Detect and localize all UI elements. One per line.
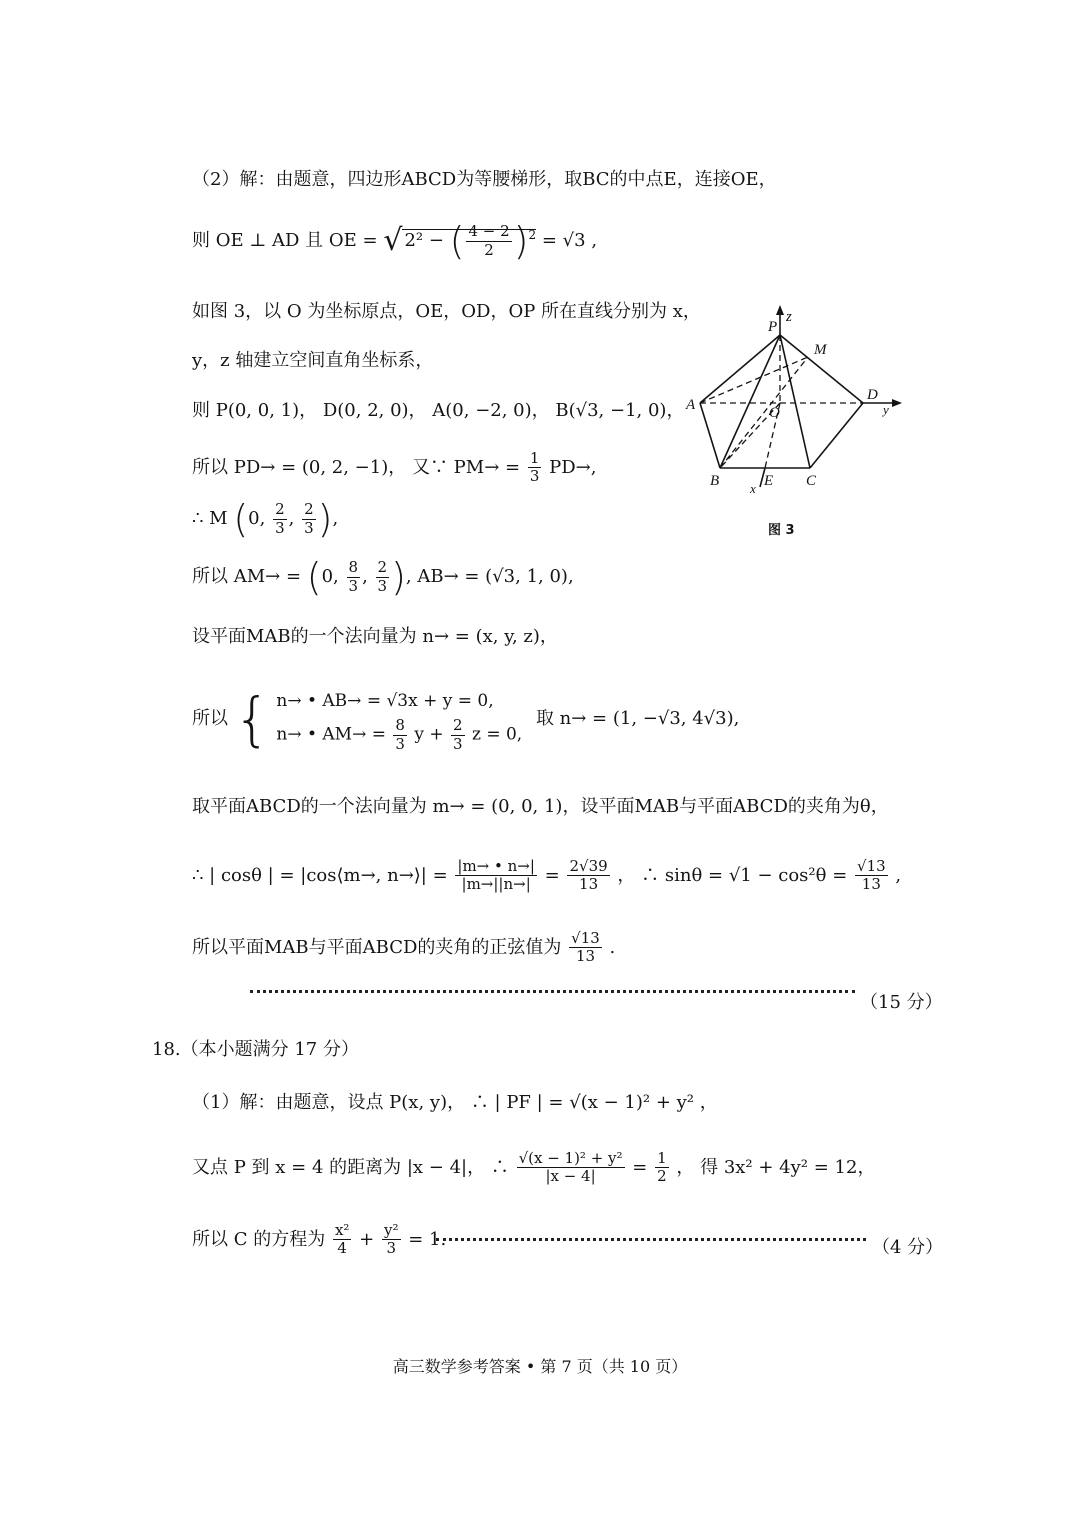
segment-AM: [700, 357, 808, 403]
label-A: A: [686, 397, 696, 413]
label-M: M: [814, 342, 827, 358]
y-arrow: [892, 399, 902, 407]
figure-3: [680, 305, 910, 540]
oe-pre: 则 OE ⊥ AD 且 OE =: [192, 230, 378, 251]
label-P: P: [768, 319, 778, 335]
label-y: y: [883, 402, 889, 417]
edge-CD: [810, 403, 863, 468]
figure-caption: 图 3: [768, 523, 795, 538]
system-line: 所以 { n→ • AB→ = √3x + y = 0, n→ • AM→ = $\frac{8}{3}$ y + $\frac{2}{3}$ z = 0, 取 n→ = (1, −√3, 4√3),: [192, 684, 740, 753]
coord-line2: y，z 轴建立空间直角坐标系，: [192, 350, 434, 371]
oe-line: [192, 219, 598, 263]
part2-intro: （2）解：由题意，四边形ABCD为等腰梯形，取BC的中点E，连接OE，: [192, 169, 777, 190]
oe-result: = √3 ,: [541, 230, 598, 251]
m-line: ∴ M (0, $\frac{2}{3}$ , $\frac{2}{3}$ ),: [192, 497, 339, 541]
edge-PA: [700, 335, 780, 403]
score-4: （4 分）: [872, 1237, 944, 1258]
abcd-normal: 取平面ABCD的一个法向量为 m→ = (0, 0, 1)，设平面MAB与平面ABCD的夹角为θ，: [192, 796, 889, 817]
page-footer: 高三数学参考答案 • 第 7 页（共 10 页）: [392, 1357, 688, 1376]
pd-fraction: $\frac{1}{3}$: [529, 449, 540, 486]
conclusion: 所以平面MAB与平面ABCD的夹角的正弦值为 $\frac{√13}{13}$ .: [192, 929, 616, 966]
q18-p1: （1）解：由题意，设点 P(x, y)， ∴ | PF | = √(x − 1)² + y² ，: [192, 1092, 718, 1113]
cos-line: ∴ | cosθ | = |cos⟨m→, n→⟩| = $\frac{|m\to • n\to|}{|m\to||n\to|}$ = $\frac{2√39}{13}$ ， ∴ sinθ = √1 − cos²θ = $\frac{√13}{13}$ ,: [192, 857, 902, 894]
pd-line: 所以 PD→ = (0, 2, −1)， 又∵ PM→ = $\frac{1}{3}$ PD→,: [192, 449, 597, 486]
brace: {: [233, 684, 271, 753]
label-B: B: [710, 473, 720, 489]
z-arrow: [776, 305, 784, 315]
q18-p3: 所以 C 的方程为 $\frac{\text{x²}}{4}$ + $\frac{\text{y²}}{3}$ = 1.: [192, 1221, 447, 1258]
points-line: 则 P(0, 0, 1)， D(0, 2, 0)， A(0, −2, 0)， B(√3, −1, 0)，: [192, 400, 685, 421]
dot-leader-2: [436, 1238, 866, 1241]
label-E: E: [764, 473, 774, 489]
score-15: （15 分）: [860, 992, 943, 1013]
dot-leader: [250, 990, 855, 993]
label-z: z: [786, 309, 792, 325]
label-x: x: [750, 481, 756, 496]
am-line: 所以 AM→ = (0, $\frac{8}{3}$ , $\frac{2}{3}$ ), AB→ = (√3, 1, 0),: [192, 555, 574, 599]
label-C: C: [806, 473, 817, 489]
q18-p2: 又点 P 到 x = 4 的距离为 |x − 4|， ∴ $\frac{\text{√(x − 1)² + y²}}{|x - 4|}$ = $\frac{1}{2}$ ， 得 3x² + 4y² = 12，: [192, 1149, 876, 1186]
edge-PB: [720, 335, 780, 468]
sqrt-sign: √: [383, 223, 403, 258]
coord-line1: 如图 3，以 O 为坐标原点，OE，OD，OP 所在直线分别为 x，: [192, 301, 701, 322]
edge-AB: [700, 403, 720, 468]
label-D: D: [867, 387, 878, 403]
label-O: O: [769, 405, 780, 421]
normal-intro: 设平面MAB的一个法向量为 n→ = (x, y, z)，: [192, 626, 558, 647]
oe-radicand: 2² − ( $\frac{4 - 2}{2}$ )$^2$: [404, 219, 537, 263]
segment-BM: [720, 357, 808, 468]
system-equations: n→ • AB→ = √3x + y = 0, n→ • AM→ = $\frac{8}{3}$ y + $\frac{2}{3}$ z = 0,: [276, 691, 523, 753]
q18-header: 18.（本小题满分 17 分）: [152, 1039, 359, 1060]
